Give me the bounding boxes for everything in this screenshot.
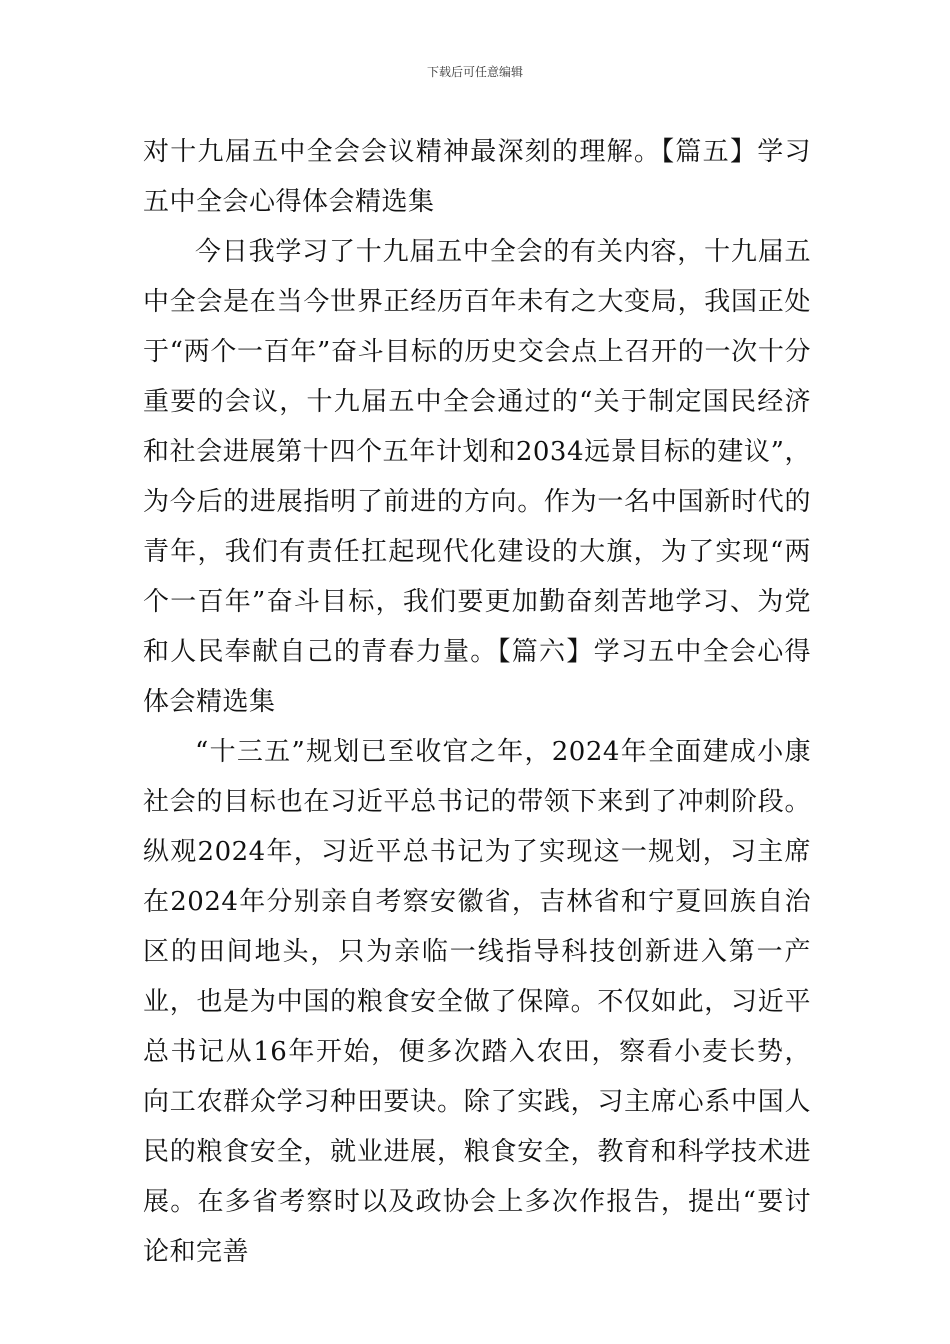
paragraph-1: 对十九届五中全会会议精神最深刻的理解。【篇五】学习五中全会心得体会精选集 bbox=[143, 137, 811, 217]
page-header: 下载后可任意编辑 bbox=[426, 65, 523, 79]
document-body bbox=[143, 127, 811, 1277]
paragraph-2: 今日我学习了十九届五中全会的有关内容，十九届五中全会是在当今世界正经历百年未有之大变局，我国正处于“两个一百年”奋斗目标的历史交会点上召开的一次十分重要的会议，十九届五中全会通过的“关于制定国民经济和社会进展第十四个五年计划和2034远景目标的建议”，为今后的进展指明了前进的方向。作为一名中国新时代的青年，我们有责任扛起现代化建设的大旗，为了实现“两个一百年”奋斗目标，我们要更加勤奋刻苦地学习、为党和人民奉献自己的青春力量。【篇六】学习五中全会心得体会精选集 bbox=[143, 237, 811, 717]
paragraph-3: “十三五”规划已至收官之年，2024年全面建成小康社会的目标也在习近平总书记的带领下来到了冲刺阶段。纵观2024年，习近平总书记为了实现这一规划，习主席在2024年分别亲自考察安徽省，吉林省和宁夏回族自治区的田间地头，只为亲临一线指导科技创新进入第一产业，也是为中国的粮食安全做了保障。不仅如此，习近平总书记从16年开始，便多次踏入农田，察看小麦长势，向工农群众学习种田要诀。除了实践，习主席心系中国人民的粮食安全，就业进展，粮食安全，教育和科学技术进展。在多省考察时以及政协会上多次作报告，提出“要讨论和完善 bbox=[143, 737, 811, 1267]
